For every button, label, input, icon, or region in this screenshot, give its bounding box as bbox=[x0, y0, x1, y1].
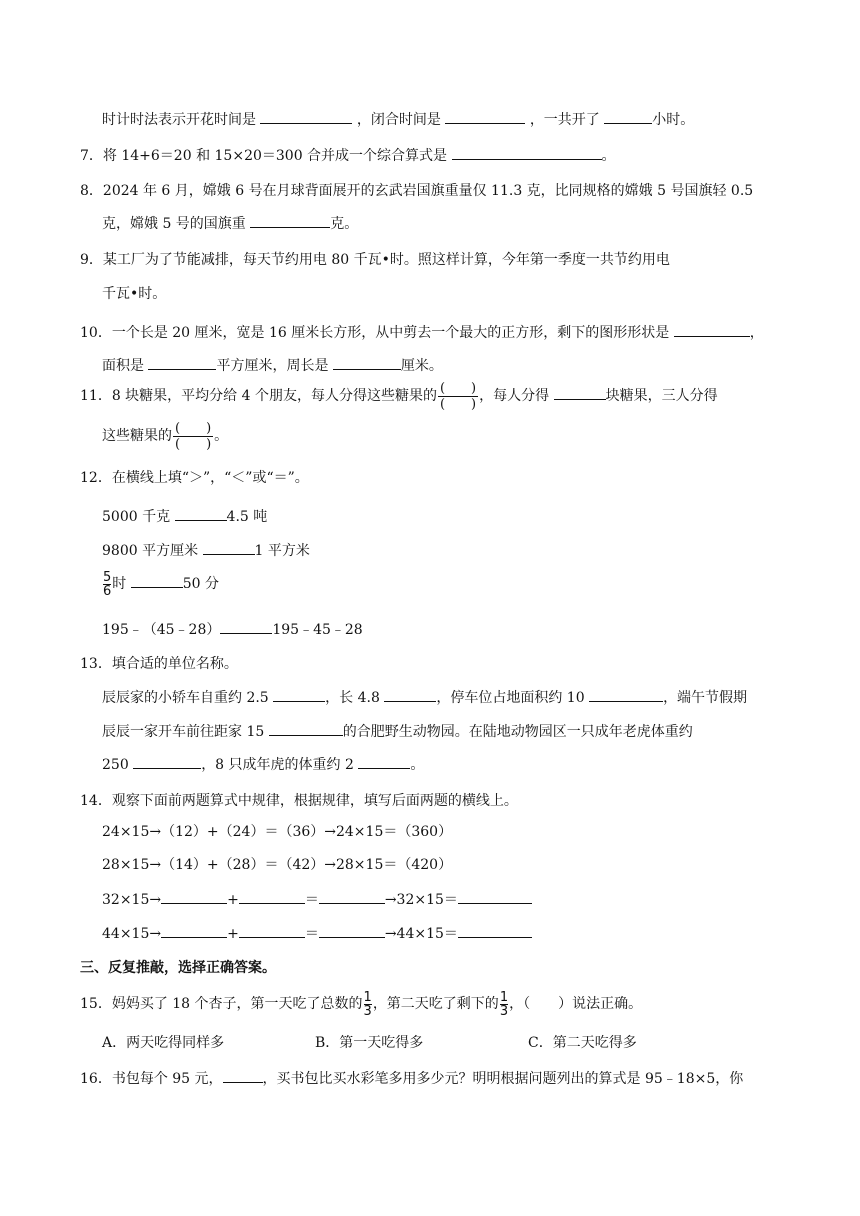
blank[interactable] bbox=[445, 108, 525, 124]
question-14-title: 14．观察下面前两题算式中规律，根据规律，填写后面两题的横线上。 bbox=[80, 793, 518, 809]
blank[interactable] bbox=[589, 686, 663, 702]
blank[interactable] bbox=[223, 1067, 263, 1083]
q15-option-c[interactable]: C．第二天吃得多 bbox=[528, 1035, 637, 1051]
fraction-blank[interactable]: $\frac{( )}{( )}$ bbox=[439, 380, 477, 412]
blank[interactable] bbox=[239, 888, 305, 904]
q12-row-4: 195﹣（45﹣28） 195﹣45﹣28 bbox=[102, 618, 363, 641]
question-8-line2: 克，嫦娥 5 号的国旗重 克。 bbox=[102, 212, 358, 235]
q12-row-2: 9800 平方厘米 1 平方米 bbox=[102, 539, 310, 562]
blank[interactable] bbox=[458, 888, 532, 904]
blank[interactable] bbox=[148, 354, 216, 370]
blank[interactable] bbox=[333, 354, 401, 370]
blank[interactable] bbox=[458, 922, 532, 938]
q13-line-3: 250 ，8 只成年虎的体重约 2 。 bbox=[102, 753, 424, 776]
blank[interactable] bbox=[203, 539, 255, 555]
q14-row-4: 44×15→ + ＝ →44×15＝ bbox=[102, 922, 532, 945]
q13-line-2: 辰辰一家开车前往距家 15 的合肥野生动物园。在陆地动物园区一只成年老虎体重约 bbox=[102, 720, 693, 743]
blank[interactable] bbox=[161, 922, 227, 938]
question-11-line1: 11．8 块糖果，平均分给 4 个朋友，每人分得这些糖果的 $\frac{( )}{( )}$ ，每人分得 块糖果，三人分得 bbox=[80, 380, 718, 412]
blank[interactable] bbox=[358, 753, 410, 769]
blank[interactable] bbox=[131, 572, 183, 588]
question-15: 15．妈妈买了 18 个杏子，第一天吃了总数的 $\frac{1}{3}$ ，第二天吃了剩下的 $\frac{1}{3}$ ，（ ）说法正确。 bbox=[80, 989, 643, 1019]
q6-continuation: 时计时法表示开花时间是 ，闭合时间是 ，一共开了 小时。 bbox=[102, 108, 694, 131]
question-11-line2: 这些糖果的 $\frac{( )}{( )}$ 。 bbox=[102, 420, 229, 452]
fraction-blank[interactable]: $\frac{( )}{( )}$ bbox=[175, 420, 212, 452]
blank[interactable] bbox=[161, 888, 227, 904]
blank[interactable] bbox=[604, 108, 652, 124]
blank[interactable] bbox=[220, 618, 272, 634]
blank[interactable] bbox=[260, 108, 352, 124]
question-7: 7．将 14+6＝20 和 15×20＝300 合并成一个综合算式是 。 bbox=[80, 144, 616, 167]
question-10-line1: 10．一个长是 20 厘米，宽是 16 厘米长方形，从中剪去一个最大的正方形，剩下的图形形状是 ， bbox=[80, 321, 764, 344]
q12-row-1: 5000 千克 4.5 吨 bbox=[102, 505, 267, 528]
blank[interactable] bbox=[269, 720, 343, 736]
question-8-line1: 8．2024 年 6 月，嫦娥 6 号在月球背面展开的玄武岩国旗重量仅 11.3 克，比同规格的嫦娥 5 号国旗轻 0.5 bbox=[80, 183, 754, 199]
fraction-one-third: $\frac{1}{3}$ bbox=[363, 989, 372, 1019]
q14-row-3: 32×15→ + ＝ →32×15＝ bbox=[102, 888, 532, 911]
question-16: 16．书包每个 95 元， ，买书包比买水彩笔多用多少元？明明根据问题列出的算式是 95﹣18×5，你 bbox=[80, 1067, 743, 1090]
section-3-heading: 三、反复推敲，选择正确答案。 bbox=[80, 960, 276, 976]
blank[interactable] bbox=[319, 888, 385, 904]
blank[interactable] bbox=[133, 753, 201, 769]
question-13-title: 13．填合适的单位名称。 bbox=[80, 656, 238, 672]
q13-line-1: 辰辰家的小轿车自重约 2.5 ，长 4.8 ，停车位占地面积约 10 ，端午节假期 bbox=[102, 686, 747, 709]
blank[interactable] bbox=[319, 922, 385, 938]
fraction-one-third: $\frac{1}{3}$ bbox=[499, 989, 509, 1019]
question-9-line2: 千瓦•时。 bbox=[102, 286, 167, 302]
blank[interactable] bbox=[273, 686, 325, 702]
q15-option-b[interactable]: B．第一天吃得多 bbox=[315, 1035, 424, 1051]
question-10-line2: 面积是 平方厘米，周长是 厘米。 bbox=[102, 354, 443, 377]
blank[interactable] bbox=[554, 384, 606, 400]
blank[interactable] bbox=[452, 144, 602, 160]
blank[interactable] bbox=[250, 212, 330, 228]
q15-option-a[interactable]: A．两天吃得同样多 bbox=[102, 1035, 225, 1051]
question-12-title: 12．在横线上填“＞”，“＜”或“＝”。 bbox=[80, 470, 309, 486]
q14-row-1: 24×15→（12）+（24）＝（36）→24×15＝（360） bbox=[102, 824, 453, 840]
blank[interactable] bbox=[175, 505, 227, 521]
fraction-five-sixths: $\frac{5}{6}$ bbox=[103, 569, 112, 599]
blank[interactable] bbox=[239, 922, 305, 938]
q14-row-2: 28×15→（14）+（28）＝（42）→28×15＝（420） bbox=[102, 857, 453, 873]
question-9-line1: 9．某工厂为了节能减排，每天节约用电 80 千瓦•时。照这样计算，今年第一季度一共节约用电 bbox=[80, 252, 670, 268]
q12-row-3: $\frac{5}{6}$ 时 50 分 bbox=[103, 569, 219, 599]
blank[interactable] bbox=[384, 686, 436, 702]
blank[interactable] bbox=[674, 321, 750, 337]
